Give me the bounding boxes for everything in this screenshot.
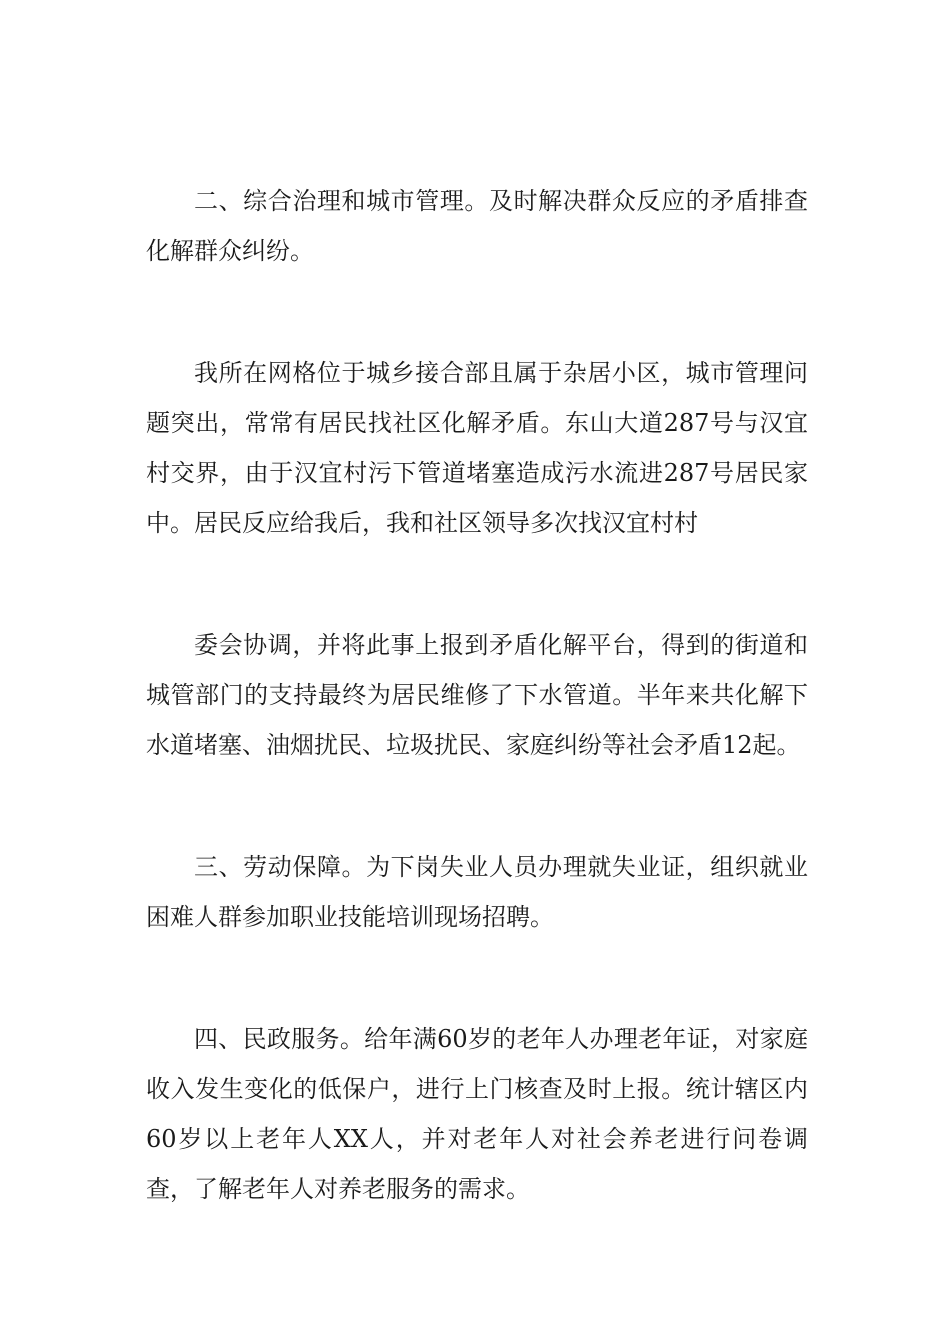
document-body [146, 176, 808, 1214]
paragraph-coordination-result: 委会协调，并将此事上报到矛盾化解平台，得到的街道和城管部门的支持最终为居民维修了下水管道。半年来共化解下水道堵塞、油烟扰民、垃圾扰民、家庭纠纷等社会矛盾12起。 [146, 631, 808, 759]
paragraph-labor-security: 三、劳动保障。为下岗失业人员办理就失业证，组织就业困难人群参加职业技能培训现场招聘。 [146, 853, 808, 931]
paragraph-grid-situation: 我所在网格位于城乡接合部且属于杂居小区，城市管理问题突出，常常有居民找社区化解矛盾。东山大道287号与汉宜村交界，由于汉宜村污下管道堵塞造成污水流进287号居民家中。居民反应给我后，我和社区领导多次找汉宜村村 [146, 359, 808, 537]
paragraph-civil-affairs: 四、民政服务。给年满60岁的老年人办理老年证，对家庭收入发生变化的低保户，进行上门核查及时上报。统计辖区内60岁以上老年人XX人，并对老年人对社会养老进行问卷调查，了解老年人对养老服务的需求。 [146, 1025, 808, 1203]
paragraph-comprehensive-governance: 二、综合治理和城市管理。及时解决群众反应的矛盾排查化解群众纠纷。 [146, 187, 808, 265]
